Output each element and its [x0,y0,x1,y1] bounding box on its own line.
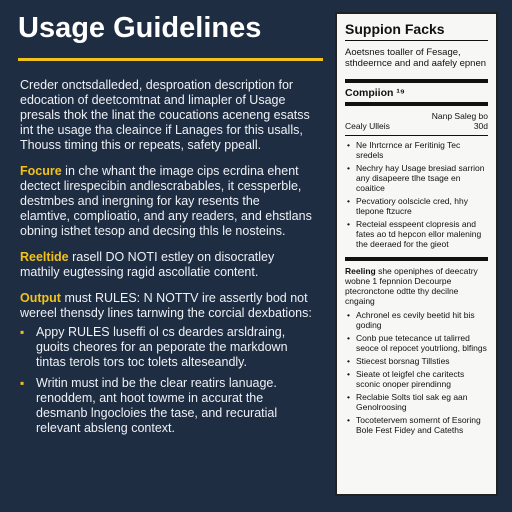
panel-subheading: Compiion ¹⁹ [345,87,405,99]
serving-value: Nanp Saleg bo [431,111,488,121]
page-title: Usage Guidelines [18,12,262,44]
list-item: ▪ Writin must ind be the clear reatirs lanuage. renoddem, ant hoot towme in accurat the desmanb lngocloies the tase, and recuratial relevant absleng context. [32,376,312,436]
title-underline [18,58,323,61]
intro-paragraph: Creder onctsdalleded, desproation description for edocation of deetcomtnat and limapler of Usage presals thok the linat the coucations aceneng esatss int the usage tha cleaince if Lanages for this usalls, Thouss timing this or repeats, safety ppeall. [20,78,310,152]
output-paragraph [20,291,312,321]
list-item: • Reclabie Solts tiol sak eg aan Genolroosing [356,392,488,412]
panel-intro: Aoetsnes toaller of Fesage, sthdeernce and and aafely epnen [345,47,487,69]
list-item: • Stiecest borsnag Tillsties [356,356,488,366]
daily-label: Cealy Ulleis [345,121,390,131]
daily-value: 30d [473,121,488,131]
reliance-lead: Reeltide [20,250,69,264]
panel-list-2 [345,310,488,435]
supplement-facts-panel [335,12,498,496]
focus-lead: Focure [20,164,62,178]
list-item: • Sieate ot leigfel che caritects sconic onoper pirendinng [356,369,488,389]
daily-row [345,121,488,131]
list-item: • Achronel es cevily beetid hit bis goding [356,310,488,330]
panel-divider [345,135,488,136]
panel-divider-thick [345,79,488,83]
list-item: • Ne Ihrtcrnce ar Feritinig Tec sredels [356,140,488,160]
list-item: • Pecvatiory oolscicle cred, hhy tlepone ftzucre [356,196,488,216]
rules-list [20,325,312,436]
reliance-paragraph [20,250,312,280]
list-item: • Recteial esspeent clopresis and fates ao td hepcon ellor malening the deeraed for the gieot [356,219,488,249]
output-text: must RULES: N NOTTV ire assertly bod not wereel thensdy lines tarnwing the corcial dexbations: [20,291,312,320]
panel-list-1 [345,140,488,249]
list-item: • Conb pue tetecance ut talirred seoce ol repocet youtrliong, blfings [356,333,488,353]
panel-title: Suppion Facks [345,21,488,41]
panel-section-2 [345,266,488,306]
serving-row [345,111,488,121]
output-lead: Output [20,291,61,305]
guidelines-body [20,78,312,442]
section-2-text: she openiphes of deecatry wobne 1 fepnnion Decourpe ptecronctone odtte thy decilne cngaing [345,266,478,306]
focus-text: in che whant the image cips ecrdina ehent dectect lirespecibin andlescrabables, it cessperble, destmbes and inergning for kay resents the elamtive, complioatio, and any readers, and ehstlans obning isthet tesop and decsing thls le nosteins. [20,164,312,238]
reliance-text: rasell DO NOTI estley on disocratley mathily eugtessing ragid ascollatie content. [20,250,275,279]
panel-divider-thick [345,102,488,106]
panel-divider-thick [345,257,488,261]
list-item: ▪ Appy RULES luseffi ol cs deardes arsldraing, guoits cheores for an peporate the markdown tintas terols tors toc tolets alteseandly. [32,325,312,370]
section-2-head: Reeling [345,266,376,276]
focus-paragraph [20,164,312,239]
list-item: • Nechry hay Usage bresiad sarrion any disapeere tlhe tsage en coaitice [356,163,488,193]
list-item: • Tocotetervem somernt of Esoring Bole Fest Fidey and Cateths [356,415,488,435]
